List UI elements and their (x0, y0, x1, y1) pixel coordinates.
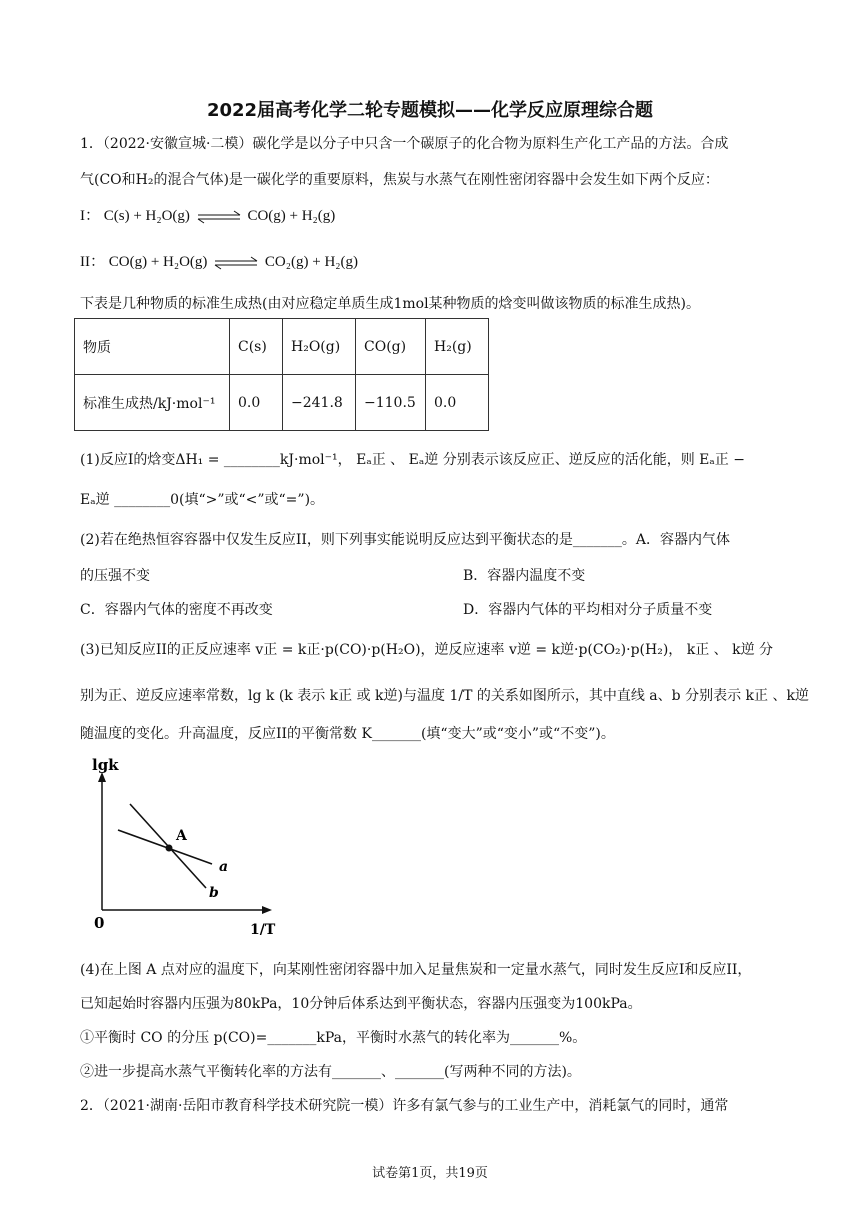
equilibrium-arrow-icon (213, 256, 259, 270)
reaction-2 (80, 252, 780, 272)
line-a-label: a (219, 859, 229, 875)
origin-label: 0 (94, 914, 105, 932)
table-cell: −241.8 (283, 375, 356, 431)
option-a-text: 的压强不变 (80, 568, 150, 584)
q1-line2: 气(CO和H₂的混合气体)是一碳化学的重要原料，焦炭与水蒸气在刚性密闭容器中会发生如下两个反应： (80, 172, 719, 188)
formation-heat-table (74, 318, 489, 431)
option-c (80, 600, 780, 620)
reaction-1 (80, 206, 780, 226)
line-b-label: b (209, 885, 219, 901)
table-intro: 下表是几种物质的标准生成热(由对应稳定单质生成1mol某种物质的焓变叫做该物质的标准生成热)。 (80, 296, 701, 312)
reaction-2-label: II： (80, 254, 105, 270)
question-part-4a: (4)在上图 A 点对应的温度下，向某刚性密闭容器中加入足量焦炭和一定量水蒸气，同时发生反应I和反应II， (80, 962, 752, 978)
q1-line1: 1．（2022·安徽宣城·二模）碳化学是以分子中只含一个碳原子的化合物为原料生产化工产品的方法。合成 (80, 136, 729, 152)
y-axis-label: lgk (92, 758, 119, 774)
intersection-point-a (166, 845, 173, 852)
page-footer: 试卷第1页，共19页 (372, 1166, 488, 1181)
table-header-cell: H₂O(g) (283, 319, 356, 375)
option-a (80, 566, 780, 586)
table-header-cell: CO(g) (356, 319, 426, 375)
question-part-3c: 随温度的变化。升高温度，反应II的平衡常数 K_______(填“变大”或“变小”或“不变”)。 (80, 726, 615, 742)
line-a (118, 830, 212, 864)
equilibrium-arrow-icon (196, 210, 242, 224)
question-part-1b: Eₐ逆 ________0(填“>”或“<”或“=”)。 (80, 492, 325, 508)
table-header-cell: 物质 (75, 319, 230, 375)
option-d-text: D．容器内气体的平均相对分子质量不变 (463, 602, 713, 618)
x-axis-arrow-icon (262, 906, 272, 914)
document-title: 2022届高考化学二轮专题模拟——化学反应原理综合题 (206, 100, 654, 121)
reaction-2-reactants: CO(g) + H₂O(g) (108, 254, 208, 270)
table-header-cell: H₂(g) (426, 319, 489, 375)
table-cell: 0.0 (426, 375, 489, 431)
reaction-2-products: CO₂(g) + H₂(g) (264, 254, 358, 270)
question-part-1a: (1)反应I的焓变ΔH₁ = ________kJ·mol⁻¹， Eₐ正 、 Eₐ逆 分别表示该反应正、逆反应的活化能，则 Eₐ正 − (80, 452, 745, 468)
lgk-vs-inverse-t-graph (88, 758, 288, 938)
reaction-1-label: I： (80, 208, 100, 224)
table-cell: −110.5 (356, 375, 426, 431)
option-b-text: B．容器内温度不变 (463, 568, 586, 584)
table-row (75, 319, 489, 375)
question-part-4c: ①平衡时 CO 的分压 p(CO)=_______kPa，平衡时水蒸气的转化率为_______%。 (80, 1030, 587, 1046)
question-part-3a: (3)已知反应II的正反应速率 v正 = k正·p(CO)·p(H₂O)，逆反应速率 v逆 = k逆·p(CO₂)·p(H₂)， k正 、 k逆 分 (80, 642, 774, 658)
option-c-text: C．容器内气体的密度不再改变 (80, 602, 273, 618)
table-row (75, 375, 489, 431)
q2-line1: 2．（2021·湖南·岳阳市教育科学技术研究院一模）许多有氯气参与的工业生产中，消耗氯气的同时，通常 (80, 1098, 729, 1114)
reaction-1-reactants: C(s) + H₂O(g) (103, 208, 190, 224)
table-header-cell: C(s) (230, 319, 283, 375)
question-part-4d: ②进一步提高水蒸气平衡转化率的方法有_______、_______(写两种不同的方法)。 (80, 1064, 581, 1080)
table-cell: 标准生成热/kJ·mol⁻¹ (75, 375, 230, 431)
x-axis-label: 1/T (250, 922, 276, 938)
reaction-1-products: CO(g) + H₂(g) (247, 208, 336, 224)
question-part-4b: 已知起始时容器内压强为80kPa，10分钟后体系达到平衡状态，容器内压强变为100kPa。 (80, 996, 642, 1012)
table-cell: 0.0 (230, 375, 283, 431)
question-part-3b: 别为正、逆反应速率常数，lg k (k 表示 k正 或 k逆)与温度 1/T 的关系如图所示，其中直线 a、b 分别表示 k正 、k逆 (80, 688, 809, 704)
point-a-label: A (176, 828, 187, 844)
question-part-2: (2)若在绝热恒容容器中仅发生反应II，则下列事实能说明反应达到平衡状态的是_______。A．容器内气体 (80, 532, 730, 548)
